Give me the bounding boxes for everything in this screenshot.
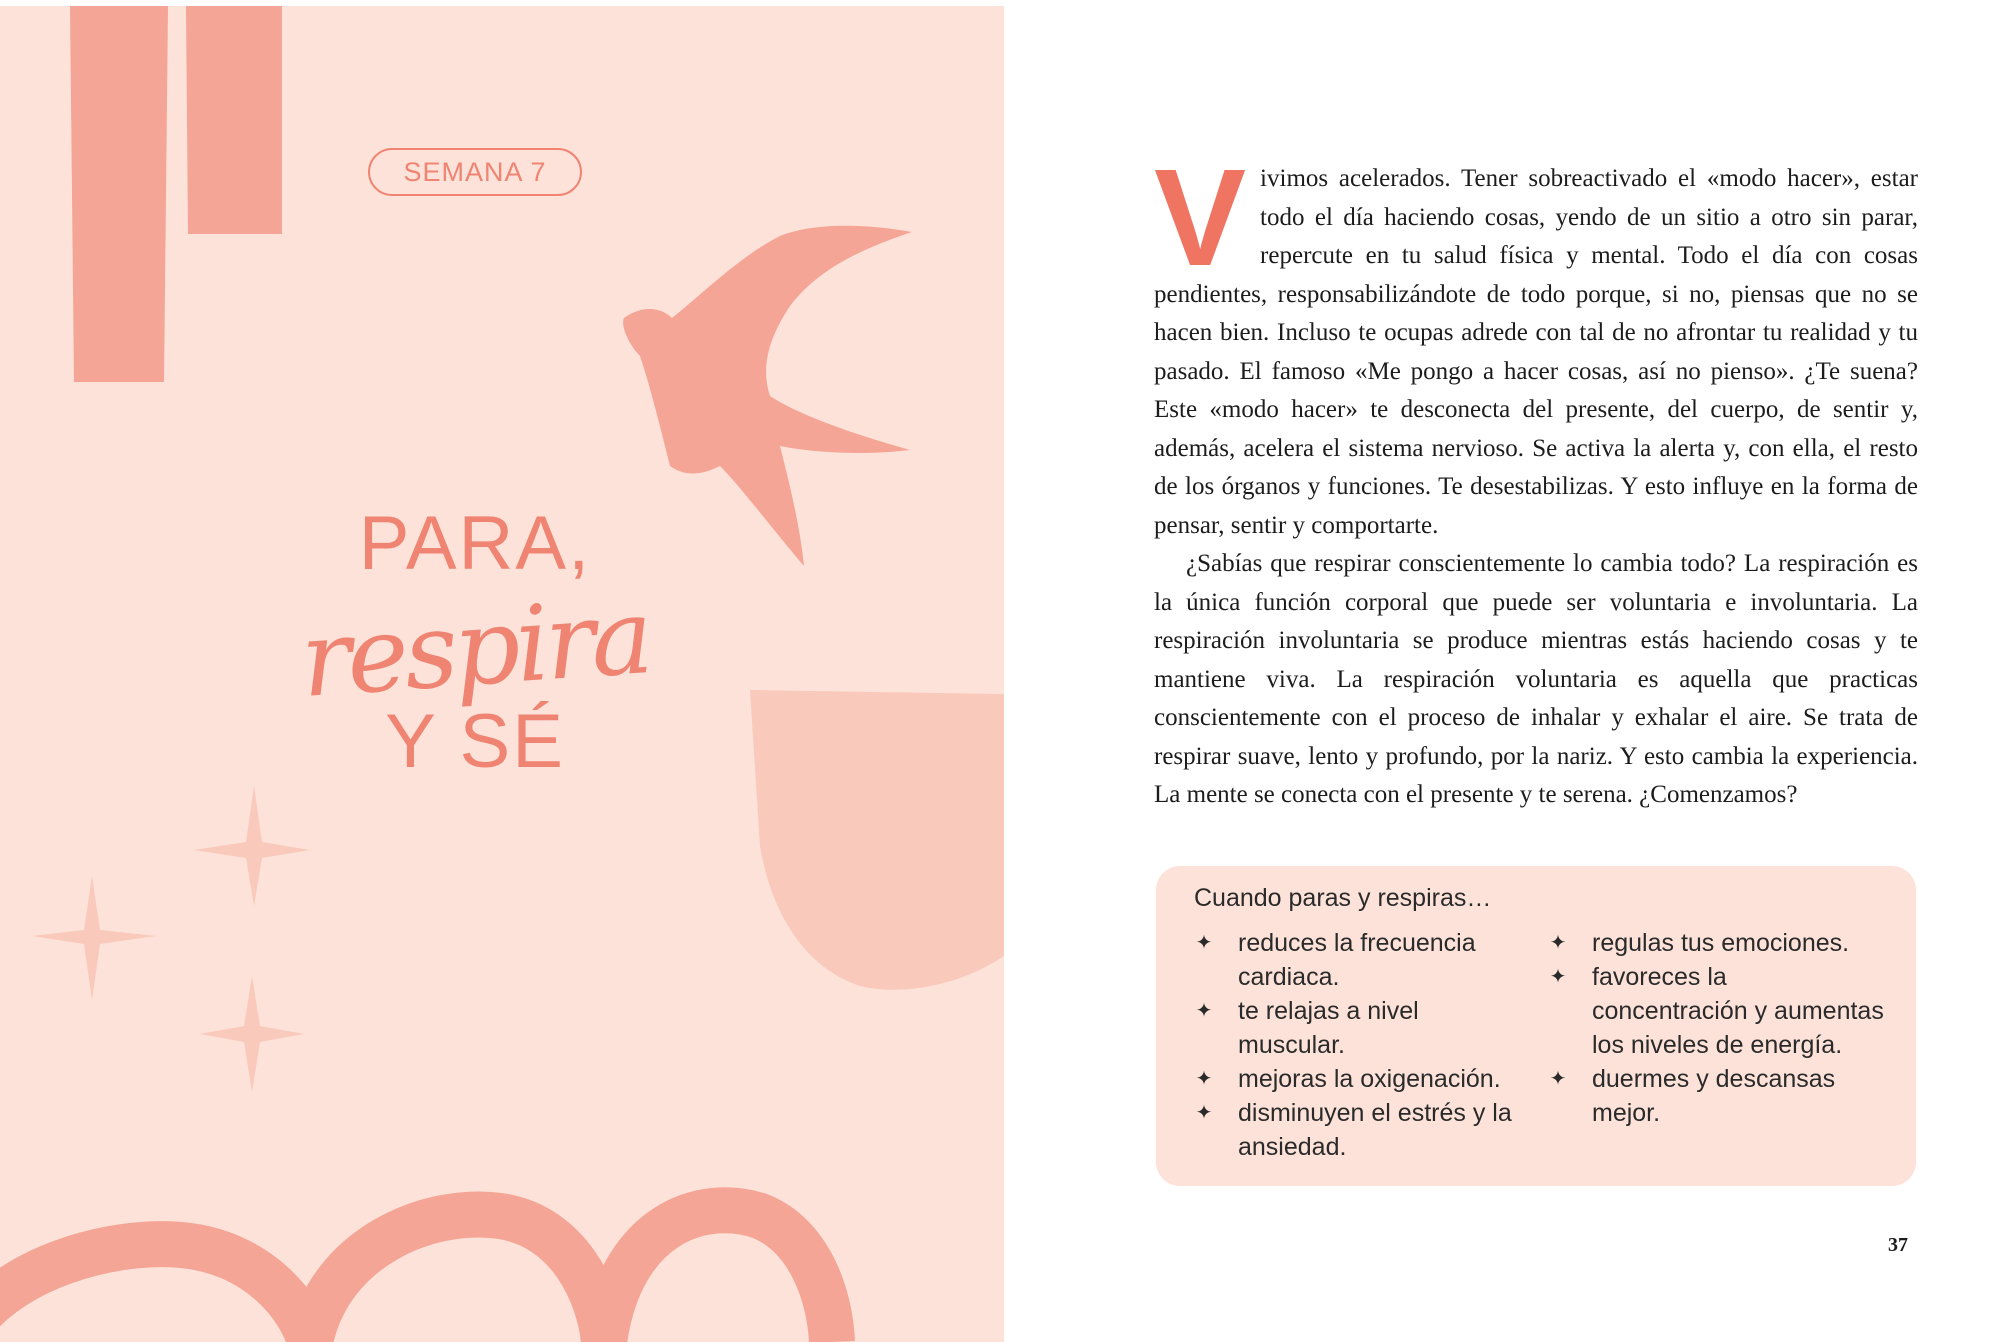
title-line-2: respira (297, 575, 653, 721)
benefits-box (1156, 866, 1916, 1186)
star-bullet-icon: ✦ (1549, 932, 1567, 954)
bird-icon (623, 226, 912, 566)
list-item: ✦ regulas tus emociones. (1548, 926, 1888, 960)
title-line-1: PARA, (358, 501, 592, 586)
page-number: 37 (1888, 1234, 1908, 1256)
sparkle-icon (32, 876, 156, 1000)
star-bullet-icon: ✦ (1195, 1068, 1213, 1090)
list-item: ✦ te relajas a nivel muscular. (1194, 994, 1524, 1062)
title-line-3: Y SÉ (385, 699, 565, 784)
paragraph-1 (1154, 141, 1918, 545)
benefits-box-title: Cuando paras y respiras… (1194, 884, 1492, 912)
star-bullet-icon: ✦ (1549, 966, 1567, 988)
list-item: ✦ mejoras la oxigenación. (1194, 1062, 1524, 1096)
chapter-title (290, 501, 660, 785)
star-bullet-icon: ✦ (1195, 932, 1213, 954)
benefits-list-left (1194, 926, 1524, 1164)
body-text (1154, 141, 1918, 815)
benefits-list-right (1548, 926, 1888, 1130)
list-item: ✦ reduces la frecuencia cardiaca. (1194, 926, 1524, 994)
list-item: ✦ favoreces la concentración y aumentas los niveles de energía. (1548, 960, 1888, 1062)
left-page (0, 6, 1004, 1342)
star-bullet-icon: ✦ (1195, 1102, 1213, 1124)
list-item: ✦ duermes y descansas mejor. (1548, 1062, 1888, 1130)
drop-cap: V (1154, 141, 1247, 295)
star-bullet-icon: ✦ (1549, 1068, 1567, 1090)
paragraph-2: ¿Sabías que respirar conscientemente lo cambia todo? La respiración es la única función corporal que puede ser voluntaria e involuntaria. La respiración involuntaria se produce mientras estás haciendo cosas y te mantiene viva. La respiración voluntaria es aquella que practicas conscientemente con el proceso de inhalar y exhalar el aire. Se trata de respirar suave, lento y profundo, por la nariz. Y esto cambia la experiencia. La mente se conecta con el presente y te serena. ¿Comenzamos? (1154, 550, 1918, 808)
right-page (1004, 0, 2000, 1342)
arches-shape (0, 1210, 832, 1342)
list-item: ✦ disminuyen el estrés y la ansiedad. (1194, 1096, 1524, 1164)
sparkle-icon (194, 786, 310, 906)
paragraph-1-text: ivimos acelerados. Tener sobreactivado el «modo hacer», estar todo el día haciendo cosas, yendo de un sitio a otro sin parar, repercute en tu salud física y mental. Todo el día con cosas pendientes, responsabilizándote de todo porque, si no, piensas que no se hacen bien. Incluso te ocupas adrede con tal de no afrontar tu realidad y tu pasado. El famoso «Me pongo a hacer cosas, así no pienso». ¿Te suena? Este «modo hacer» te desconecta del presente, del cuerpo, de sentir y, además, acelera el sistema nervioso. Se activa la alerta y, con ella, el resto de los órganos y funciones. Te desestabilizas. Y esto influye en la forma de pensar, sentir y comportarte. (1154, 165, 1918, 539)
strip-shape-right (186, 6, 282, 234)
star-bullet-icon: ✦ (1195, 1000, 1213, 1022)
week-badge: SEMANA 7 (368, 148, 582, 196)
shield-shape (750, 690, 1004, 990)
sparkle-icon (200, 976, 304, 1092)
strip-shape-left (70, 6, 168, 382)
